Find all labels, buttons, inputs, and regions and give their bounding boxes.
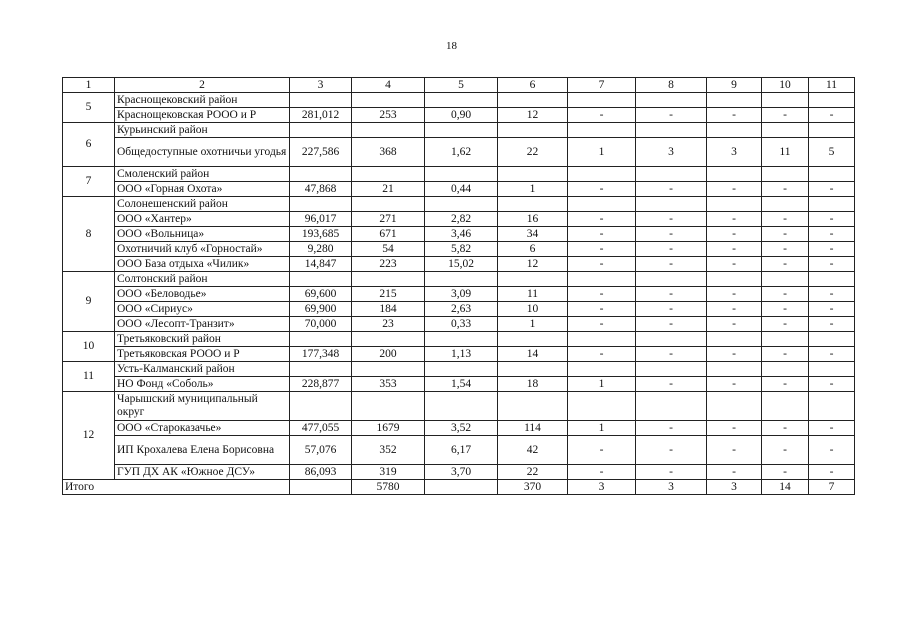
- value-cell-c3: 70,000: [290, 317, 352, 332]
- value-cell-c4: 271: [352, 212, 425, 227]
- empty-cell: [290, 93, 352, 108]
- value-cell-c4: 200: [352, 347, 425, 362]
- value-cell-c6: 12: [498, 108, 568, 123]
- total-value-cell: 3: [568, 480, 636, 495]
- empty-cell: [809, 392, 855, 421]
- empty-cell: [762, 392, 809, 421]
- empty-cell: [352, 332, 425, 347]
- value-cell-c10: -: [762, 465, 809, 480]
- org-name-cell: ООО «Горная Охота»: [115, 182, 290, 197]
- value-cell-c7: -: [568, 257, 636, 272]
- group-number-cell: 9: [63, 272, 115, 332]
- value-cell-c6: 34: [498, 227, 568, 242]
- value-cell-c7: 1: [568, 138, 636, 167]
- value-cell-c4: 368: [352, 138, 425, 167]
- value-cell-c10: -: [762, 421, 809, 436]
- value-cell-c8: -: [636, 212, 707, 227]
- value-cell-c9: -: [707, 347, 762, 362]
- value-cell-c7: -: [568, 212, 636, 227]
- value-cell-c11: -: [809, 317, 855, 332]
- value-cell-c3: 193,685: [290, 227, 352, 242]
- empty-cell: [707, 332, 762, 347]
- value-cell-c7: -: [568, 287, 636, 302]
- empty-cell: [809, 93, 855, 108]
- table-row: [63, 317, 855, 332]
- empty-cell: [809, 197, 855, 212]
- table-row: [63, 138, 855, 167]
- value-cell-c4: 671: [352, 227, 425, 242]
- district-name-cell: Краснощековский район: [115, 93, 290, 108]
- empty-cell: [568, 272, 636, 287]
- empty-cell: [809, 332, 855, 347]
- table-row: [63, 227, 855, 242]
- value-cell-c5: 15,02: [425, 257, 498, 272]
- empty-cell: [352, 167, 425, 182]
- value-cell-c6: 22: [498, 465, 568, 480]
- org-name-cell: Охотничий клуб «Горностай»: [115, 242, 290, 257]
- value-cell-c11: -: [809, 302, 855, 317]
- header-row: [63, 78, 855, 93]
- value-cell-c7: -: [568, 436, 636, 465]
- total-value-cell: 5780: [352, 480, 425, 495]
- header-cell: 1: [63, 78, 115, 93]
- value-cell-c8: -: [636, 465, 707, 480]
- table-row: [63, 465, 855, 480]
- total-row: [63, 480, 855, 495]
- empty-cell: [425, 332, 498, 347]
- value-cell-c5: 0,33: [425, 317, 498, 332]
- value-cell-c4: 319: [352, 465, 425, 480]
- value-cell-c9: -: [707, 302, 762, 317]
- value-cell-c5: 1,13: [425, 347, 498, 362]
- value-cell-c9: -: [707, 465, 762, 480]
- value-cell-c9: -: [707, 377, 762, 392]
- total-label-cell: Итого: [63, 480, 290, 495]
- value-cell-c4: 353: [352, 377, 425, 392]
- total-value-cell: 7: [809, 480, 855, 495]
- table-body: [63, 78, 855, 495]
- value-cell-c7: 1: [568, 377, 636, 392]
- empty-cell: [762, 93, 809, 108]
- empty-cell: [568, 167, 636, 182]
- value-cell-c4: 54: [352, 242, 425, 257]
- empty-cell: [707, 93, 762, 108]
- org-name-cell: ООО «Хантер»: [115, 212, 290, 227]
- empty-cell: [498, 272, 568, 287]
- value-cell-c4: 223: [352, 257, 425, 272]
- value-cell-c3: 228,877: [290, 377, 352, 392]
- value-cell-c7: -: [568, 465, 636, 480]
- table-row: [63, 182, 855, 197]
- value-cell-c7: -: [568, 227, 636, 242]
- empty-cell: [568, 197, 636, 212]
- org-name-cell: Общедоступные охотничьи угодья: [115, 138, 290, 167]
- group-number-cell: 8: [63, 197, 115, 272]
- hunting-grounds-table: [62, 77, 855, 495]
- value-cell-c9: -: [707, 227, 762, 242]
- value-cell-c7: -: [568, 347, 636, 362]
- value-cell-c5: 1,54: [425, 377, 498, 392]
- org-name-cell: ГУП ДХ АК «Южное ДСУ»: [115, 465, 290, 480]
- org-name-cell: ООО «Староказачье»: [115, 421, 290, 436]
- value-cell-c3: 14,847: [290, 257, 352, 272]
- empty-cell: [762, 167, 809, 182]
- district-name-cell: Смоленский район: [115, 167, 290, 182]
- value-cell-c10: -: [762, 287, 809, 302]
- empty-cell: [290, 123, 352, 138]
- value-cell-c5: 1,62: [425, 138, 498, 167]
- value-cell-c5: 3,46: [425, 227, 498, 242]
- value-cell-c8: -: [636, 436, 707, 465]
- district-name-cell: Солтонский район: [115, 272, 290, 287]
- district-row: [63, 167, 855, 182]
- value-cell-c6: 6: [498, 242, 568, 257]
- value-cell-c9: -: [707, 108, 762, 123]
- value-cell-c11: -: [809, 108, 855, 123]
- empty-cell: [425, 392, 498, 421]
- value-cell-c3: 177,348: [290, 347, 352, 362]
- empty-cell: [762, 362, 809, 377]
- value-cell-c11: -: [809, 242, 855, 257]
- org-name-cell: ООО «Сириус»: [115, 302, 290, 317]
- group-number-cell: 7: [63, 167, 115, 197]
- empty-cell: [636, 272, 707, 287]
- value-cell-c11: -: [809, 421, 855, 436]
- empty-cell: [290, 480, 352, 495]
- empty-cell: [425, 197, 498, 212]
- empty-cell: [809, 167, 855, 182]
- total-value-cell: 370: [498, 480, 568, 495]
- header-cell: 9: [707, 78, 762, 93]
- value-cell-c11: -: [809, 257, 855, 272]
- table-row: [63, 257, 855, 272]
- header-cell: 10: [762, 78, 809, 93]
- empty-cell: [290, 272, 352, 287]
- empty-cell: [636, 362, 707, 377]
- empty-cell: [498, 332, 568, 347]
- empty-cell: [425, 272, 498, 287]
- empty-cell: [352, 272, 425, 287]
- empty-cell: [707, 167, 762, 182]
- value-cell-c8: -: [636, 227, 707, 242]
- empty-cell: [568, 332, 636, 347]
- value-cell-c9: -: [707, 421, 762, 436]
- value-cell-c4: 352: [352, 436, 425, 465]
- value-cell-c3: 227,586: [290, 138, 352, 167]
- value-cell-c3: 47,868: [290, 182, 352, 197]
- value-cell-c9: -: [707, 436, 762, 465]
- empty-cell: [636, 93, 707, 108]
- page-number: 18: [446, 40, 457, 52]
- value-cell-c10: -: [762, 242, 809, 257]
- value-cell-c6: 42: [498, 436, 568, 465]
- value-cell-c8: -: [636, 182, 707, 197]
- table-row: [63, 287, 855, 302]
- value-cell-c9: -: [707, 317, 762, 332]
- value-cell-c6: 14: [498, 347, 568, 362]
- table-row: [63, 377, 855, 392]
- district-row: [63, 392, 855, 421]
- group-number-cell: 10: [63, 332, 115, 362]
- value-cell-c10: -: [762, 436, 809, 465]
- value-cell-c8: 3: [636, 138, 707, 167]
- value-cell-c3: 57,076: [290, 436, 352, 465]
- empty-cell: [498, 197, 568, 212]
- value-cell-c10: -: [762, 257, 809, 272]
- value-cell-c10: -: [762, 212, 809, 227]
- empty-cell: [636, 123, 707, 138]
- empty-cell: [425, 362, 498, 377]
- header-cell: 6: [498, 78, 568, 93]
- value-cell-c5: 5,82: [425, 242, 498, 257]
- empty-cell: [636, 197, 707, 212]
- value-cell-c3: 281,012: [290, 108, 352, 123]
- value-cell-c11: -: [809, 465, 855, 480]
- value-cell-c7: -: [568, 182, 636, 197]
- empty-cell: [707, 123, 762, 138]
- value-cell-c7: -: [568, 242, 636, 257]
- empty-cell: [352, 123, 425, 138]
- empty-cell: [425, 93, 498, 108]
- district-row: [63, 332, 855, 347]
- value-cell-c4: 1679: [352, 421, 425, 436]
- header-cell: 5: [425, 78, 498, 93]
- empty-cell: [498, 392, 568, 421]
- district-row: [63, 272, 855, 287]
- value-cell-c10: -: [762, 347, 809, 362]
- empty-cell: [809, 272, 855, 287]
- value-cell-c7: -: [568, 108, 636, 123]
- value-cell-c6: 10: [498, 302, 568, 317]
- total-value-cell: 3: [636, 480, 707, 495]
- value-cell-c3: 477,055: [290, 421, 352, 436]
- district-row: [63, 93, 855, 108]
- value-cell-c11: -: [809, 436, 855, 465]
- value-cell-c8: -: [636, 257, 707, 272]
- district-name-cell: Курьинский район: [115, 123, 290, 138]
- table-row: [63, 242, 855, 257]
- value-cell-c8: -: [636, 108, 707, 123]
- value-cell-c8: -: [636, 421, 707, 436]
- table-row: [63, 212, 855, 227]
- value-cell-c5: 0,44: [425, 182, 498, 197]
- value-cell-c7: -: [568, 317, 636, 332]
- org-name-cell: ИП Крохалева Елена Борисовна: [115, 436, 290, 465]
- value-cell-c10: -: [762, 227, 809, 242]
- header-cell: 4: [352, 78, 425, 93]
- org-name-cell: ООО «Беловодье»: [115, 287, 290, 302]
- header-cell: 2: [115, 78, 290, 93]
- empty-cell: [352, 362, 425, 377]
- empty-cell: [707, 392, 762, 421]
- empty-cell: [498, 167, 568, 182]
- empty-cell: [568, 123, 636, 138]
- value-cell-c4: 215: [352, 287, 425, 302]
- table-row: [63, 302, 855, 317]
- value-cell-c11: -: [809, 287, 855, 302]
- district-name-cell: Третьяковский район: [115, 332, 290, 347]
- value-cell-c6: 22: [498, 138, 568, 167]
- value-cell-c6: 16: [498, 212, 568, 227]
- empty-cell: [352, 392, 425, 421]
- empty-cell: [498, 93, 568, 108]
- table-row: [63, 421, 855, 436]
- value-cell-c10: -: [762, 302, 809, 317]
- value-cell-c6: 12: [498, 257, 568, 272]
- value-cell-c11: -: [809, 182, 855, 197]
- value-cell-c11: -: [809, 347, 855, 362]
- table-row: [63, 436, 855, 465]
- empty-cell: [707, 272, 762, 287]
- value-cell-c10: -: [762, 108, 809, 123]
- value-cell-c11: 5: [809, 138, 855, 167]
- value-cell-c8: -: [636, 242, 707, 257]
- value-cell-c4: 21: [352, 182, 425, 197]
- table-row: [63, 108, 855, 123]
- empty-cell: [568, 392, 636, 421]
- empty-cell: [290, 197, 352, 212]
- empty-cell: [762, 272, 809, 287]
- value-cell-c6: 11: [498, 287, 568, 302]
- empty-cell: [425, 480, 498, 495]
- district-name-cell: Солонешенский район: [115, 197, 290, 212]
- value-cell-c10: 11: [762, 138, 809, 167]
- org-name-cell: Третьяковская РОOO и Р: [115, 347, 290, 362]
- value-cell-c8: -: [636, 317, 707, 332]
- value-cell-c4: 23: [352, 317, 425, 332]
- district-name-cell: Чарышский муниципальный округ: [115, 392, 290, 421]
- value-cell-c8: -: [636, 377, 707, 392]
- empty-cell: [707, 197, 762, 212]
- org-name-cell: ООО «Лесопт-Транзит»: [115, 317, 290, 332]
- value-cell-c10: -: [762, 317, 809, 332]
- empty-cell: [568, 93, 636, 108]
- value-cell-c5: 2,82: [425, 212, 498, 227]
- table-row: [63, 347, 855, 362]
- empty-cell: [290, 167, 352, 182]
- empty-cell: [568, 362, 636, 377]
- empty-cell: [290, 362, 352, 377]
- value-cell-c5: 3,52: [425, 421, 498, 436]
- empty-cell: [809, 362, 855, 377]
- header-cell: 7: [568, 78, 636, 93]
- value-cell-c5: 3,70: [425, 465, 498, 480]
- value-cell-c3: 69,900: [290, 302, 352, 317]
- value-cell-c5: 0,90: [425, 108, 498, 123]
- value-cell-c11: -: [809, 377, 855, 392]
- total-value-cell: 3: [707, 480, 762, 495]
- org-name-cell: ООО База отдыха «Чилик»: [115, 257, 290, 272]
- value-cell-c6: 1: [498, 317, 568, 332]
- group-number-cell: 6: [63, 123, 115, 167]
- value-cell-c5: 2,63: [425, 302, 498, 317]
- district-row: [63, 362, 855, 377]
- value-cell-c5: 6,17: [425, 436, 498, 465]
- value-cell-c9: -: [707, 182, 762, 197]
- empty-cell: [762, 197, 809, 212]
- empty-cell: [636, 332, 707, 347]
- value-cell-c9: -: [707, 257, 762, 272]
- district-row: [63, 123, 855, 138]
- district-row: [63, 197, 855, 212]
- value-cell-c3: 96,017: [290, 212, 352, 227]
- header-cell: 8: [636, 78, 707, 93]
- header-cell: 3: [290, 78, 352, 93]
- total-value-cell: 14: [762, 480, 809, 495]
- org-name-cell: ООО «Вольница»: [115, 227, 290, 242]
- group-number-cell: 5: [63, 93, 115, 123]
- value-cell-c9: -: [707, 287, 762, 302]
- value-cell-c8: -: [636, 302, 707, 317]
- empty-cell: [762, 332, 809, 347]
- empty-cell: [707, 362, 762, 377]
- value-cell-c11: -: [809, 227, 855, 242]
- empty-cell: [425, 167, 498, 182]
- value-cell-c8: -: [636, 347, 707, 362]
- value-cell-c10: -: [762, 377, 809, 392]
- value-cell-c9: -: [707, 212, 762, 227]
- value-cell-c7: 1: [568, 421, 636, 436]
- empty-cell: [498, 362, 568, 377]
- empty-cell: [762, 123, 809, 138]
- value-cell-c3: 86,093: [290, 465, 352, 480]
- value-cell-c9: 3: [707, 138, 762, 167]
- value-cell-c10: -: [762, 182, 809, 197]
- empty-cell: [636, 167, 707, 182]
- empty-cell: [809, 123, 855, 138]
- value-cell-c6: 1: [498, 182, 568, 197]
- value-cell-c8: -: [636, 287, 707, 302]
- group-number-cell: 11: [63, 362, 115, 392]
- value-cell-c11: -: [809, 212, 855, 227]
- group-number-cell: 12: [63, 392, 115, 480]
- value-cell-c6: 18: [498, 377, 568, 392]
- empty-cell: [636, 392, 707, 421]
- org-name-cell: Краснощековская РОOO и Р: [115, 108, 290, 123]
- org-name-cell: НО Фонд «Соболь»: [115, 377, 290, 392]
- district-name-cell: Усть-Калманский район: [115, 362, 290, 377]
- empty-cell: [425, 123, 498, 138]
- empty-cell: [352, 93, 425, 108]
- empty-cell: [352, 197, 425, 212]
- empty-cell: [498, 123, 568, 138]
- value-cell-c6: 114: [498, 421, 568, 436]
- value-cell-c9: -: [707, 242, 762, 257]
- header-cell: 11: [809, 78, 855, 93]
- value-cell-c4: 253: [352, 108, 425, 123]
- value-cell-c5: 3,09: [425, 287, 498, 302]
- empty-cell: [290, 392, 352, 421]
- empty-cell: [290, 332, 352, 347]
- value-cell-c4: 184: [352, 302, 425, 317]
- value-cell-c3: 9,280: [290, 242, 352, 257]
- value-cell-c3: 69,600: [290, 287, 352, 302]
- value-cell-c7: -: [568, 302, 636, 317]
